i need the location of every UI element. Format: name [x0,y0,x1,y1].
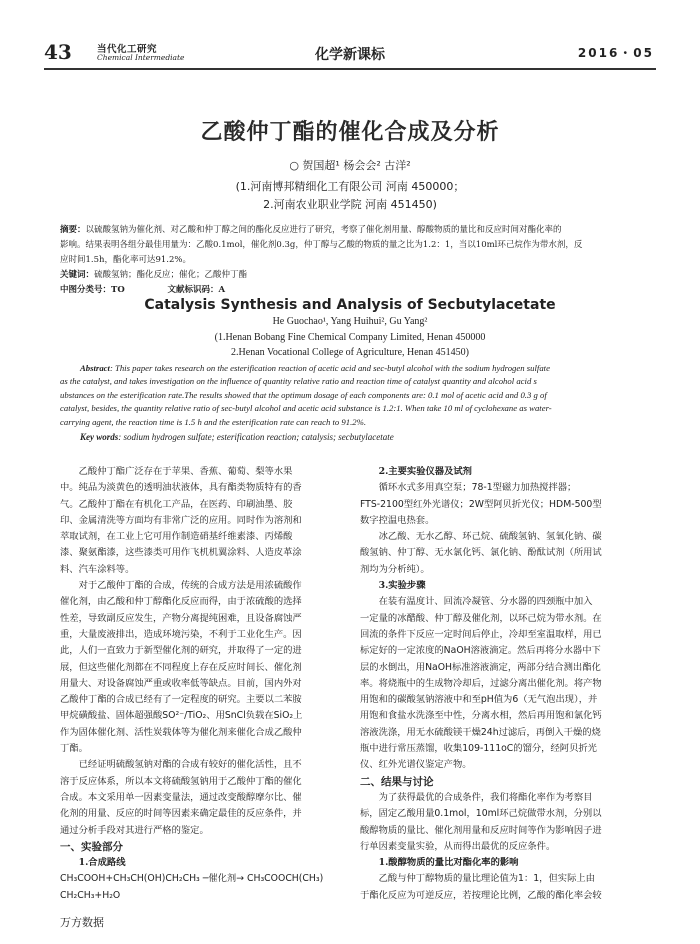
abstract-en-line: as the catalyst, and takes investigation on the influence of quantity relative ratio and reaction time of catalyst quantity and alcohol acid s [60,376,537,387]
left-paragraph-2 [60,578,340,757]
journal-name-en: Chemical Intermediate [97,53,185,62]
text-line: 展，但这些催化剂都在不同程度上存在反应时间长、催化剂 [60,661,302,673]
text-line: 气。乙酸仲丁酯在有机化工产品，在医药、印刷油墨、胶 [60,498,293,510]
text-line: 一定量的冰醋酸、仲丁醇及催化剂，以环己烷为带水剂。在 [360,612,602,624]
footer-source: 万方数据 [60,916,104,929]
keywords-cn-text: 硫酸氢钠；酯化反应；催化；乙酸仲丁酯 [94,270,248,280]
clc-label: 中图分类号： [60,285,112,295]
abstract-cn-line [60,223,640,238]
keywords-en-label-text: Key words [80,432,119,442]
body-right-column [360,464,642,904]
page-number: 43 [44,40,72,64]
subheading-synthesis-route: 1.合成路线 [78,857,126,869]
text-line: 甲烷磺酸盐、固体超强酸SO²⁻/TiO₂、用SnCl负载在SiO₂上 [60,710,303,722]
text-line: 在装有温度计、回流冷凝管、分水器的四颈瓶中加入 [378,596,593,608]
text-line: 标定好的一定浓度的NaOH溶液滴定。然后再将分水器中下 [360,645,601,657]
keywords-en-text: : sodium hydrogen sulfate; esterification reaction; catalysis; secbutylacetate [118,432,394,442]
abstract-cn-label: 摘要： [60,225,86,235]
text-line: 乙酸仲丁酯的合成已经有了一定程度的研究。主要以二苯胺 [60,694,302,706]
affiliation-cn-2: 2.河南农业职业学院 河南 451450) [263,198,437,211]
text-line: 催化剂，由乙酸和仲丁醇酯化反应而得，由于浓硫酸的选择 [60,596,302,608]
paper-title-cn: 乙酸仲丁酯的催化合成及分析 [200,120,500,145]
text-line: 剂均为分析纯）。 [360,563,430,575]
abstract-cn-line: 应时间1.5h，酯化率可达91.2%。 [60,255,191,265]
text-line: 酸氢钠、仲丁醇、无水氯化钙、氯化钠、酚酞试剂（所用试 [360,547,602,559]
body-left-column [60,464,340,904]
authors-cn: ○ 贺国超¹ 杨会会² 古洋² [289,159,411,172]
text-line: 通过分析手段对其进行严格的鉴定。 [60,824,209,836]
text-line: 溶液洗涤，用无水硫酸镁干燥24h过滤后，再倒入干燥的烧 [360,726,601,738]
text-line: 此，人们一直致力于新型催化剂的研究，并取得了一定的进 [60,645,302,657]
right-paragraph-5 [360,871,642,904]
text-line: 丁酯。 [60,743,88,755]
reaction-equation-line-1: CH₃COOH+CH₃CH(OH)CH₂CH₃ ─催化剂→ CH₃COOCH(CH₃) [60,873,324,885]
abstract-en-line [60,362,648,375]
left-paragraph-3 [60,757,340,838]
header-rule [44,68,656,70]
text-line: 层的水倒出，用NaOH标准溶液滴定，两部分结合测出酯化 [360,661,601,673]
text-line: 回流的条件下反应一定时间后停止，冷却至室温取样，用已 [360,628,602,640]
subheading-instruments: 2.主要实验仪器及试剂 [378,466,472,477]
text-line: 中。纯品为淡黄色的透明油状液体，具有酯类物质特有的香 [60,482,302,494]
text-line: 循环水式多用真空泵；78-1型磁力加热搅拌器； [378,482,577,494]
text-line: 酸醇物质的量比、催化剂用量和反应时间等作为影响因子进 [360,824,602,836]
abstract-en-label: Abstract [80,363,110,373]
affiliation-cn-1: (1.河南博邦精细化工有限公司 河南 450000； [235,180,465,193]
column-title: 化学新课标 [315,47,385,63]
text-line: 料、汽车涂料等。 [60,563,135,575]
doc-code-value: A [218,285,226,295]
text-line: 行单因素变量实验，从而得出最优的反应条件。 [360,840,556,852]
text-line: 漆、聚氨酯漆，这些漆类可用作飞机机翼涂料、人造皮革涂 [60,547,302,559]
authors-en: He Guochao¹, Yang Huihui², Gu Yang² [272,316,428,327]
text-line: 印、金属清洗等方面均有非常广泛的应用。同时作为溶剂和 [60,514,302,526]
subheading-molar-ratio: 1.酸醇物质的量比对酯化率的影响 [378,857,519,869]
text-line: 乙酸与仲丁醇物质的量比理论值为1：1，但实际上由 [378,873,595,885]
doc-code-label: 文献标识码： [167,285,219,295]
text-line: FTS-2100型红外光谱仪；2W型阿贝折光仪；HDM-500型 [360,498,602,510]
abstract-en [60,362,648,429]
text-line: 为了获得最优的合成条件，我们将酯化率作为考察目 [378,791,593,803]
text-line: 用量大、对设备腐蚀严重或收率低等缺点。目前，国内外对 [60,677,302,689]
right-paragraph-1 [360,480,642,529]
reaction-equation-line-2: CH₂CH₃+H₂O [60,889,121,901]
text-line: 重，大量废液排出，造成环境污染，不利于工业化生产。因 [60,628,302,640]
journal-name-cn: 当代化工研究 [97,44,158,55]
section-heading-experiment: 一、实验部分 [60,840,123,853]
text-line: 于酯化反应为可逆反应，若按理论比例，乙酸的酯化率会较 [360,889,602,901]
affiliation-en-2: 2.Henan Vocational College of Agriculture, Henan 451450) [231,347,469,358]
abstract-en-text: : This paper takes research on the esterification reaction of acetic acid and sec-butyl alcohol with the sodium hydrogen sulfate [109,363,550,373]
abstract-cn-text: 以硫酸氢钠为催化剂、对乙酸和仲丁醇之间的酯化反应进行了研究，考察了催化剂用量、醇酸物质的量比和反应时间对酯化率的 [85,225,562,235]
classification [60,283,225,295]
text-line: 化剂的用量、反应的时间等因素来确定最佳的反应条件，并 [60,808,302,820]
abstract-cn [60,223,640,268]
right-paragraph-2 [360,529,642,578]
abstract-en-line: ubstances on the esterification rate.The results showed that the optimum dosage of each components are: 0.1 mol of acetic acid and 0.3 g of [60,389,547,400]
right-paragraph-3 [360,594,642,773]
text-line: 冰乙酸、无水乙醇、环己烷、硫酸氢钠、氢氧化钠、碳 [378,531,602,543]
paper-title-en: Catalysis Synthesis and Analysis of Secbutylacetate [144,297,556,313]
text-line: 标，固定乙酸用量0.1mol，10ml环己烷做带水剂，分别以 [360,808,602,820]
abstract-cn-line: 影响。结果表明各组分最佳用量为：乙酸0.1mol，催化剂0.3g，仲丁醇与乙酸的物质的量之比为1.2：1，当以10ml环己烷作为带水剂，反 [60,240,583,250]
text-line: 用饱和食盐水洗涤至中性，分离水相，然后再用饱和氯化钙 [360,710,602,722]
text-line: 瓶中进行常压蒸馏，收集109-111oC的馏分，经阿贝折光 [360,743,597,755]
clc-value: TO [111,285,125,295]
text-line: 乙酸仲丁酯广泛存在于苹果、香蕉、葡萄、梨等水果 [78,466,293,477]
text-line: 溶于反应体系，所以本文将硫酸氢钠用于乙酸仲丁酯的催化 [60,775,302,787]
keywords-cn [60,268,247,280]
text-line: 作为固体催化剂、活性炭载体等为催化剂来催化合成乙酸仲 [60,726,302,738]
text-line: 数字控温电热套。 [360,514,435,526]
text-line: 性差，导致副反应发生，产物分离提纯困难，且设备腐蚀严 [60,612,302,624]
abstract-en-line: catalyst, besides, the quantity relative ratio of sec-butyl alcohol and acetic acid substance is 1.2:1. When take 10 ml of cyclohexane as water- [60,403,552,414]
text-line: 用饱和的碳酸氢钠溶液中和至pH值为6（无气泡出现），并 [360,694,598,706]
abstract-en-line: carrying agent, the reaction time is 1.5 h and the esterification rate can reach to 91.2%. [60,416,367,427]
subheading-procedure: 3.实验步骤 [378,580,426,592]
text-line: 合成。本文采用单一因素变量法，通过改变酸醇摩尔比、催 [60,791,302,803]
left-paragraph-1 [60,464,340,578]
text-line: 仪、红外光谱仪鉴定产物。 [360,759,472,771]
text-line: 对于乙酸仲丁酯的合成，传统的合成方法是用浓硫酸作 [78,580,302,592]
keywords-en [80,432,394,442]
text-line: 率。将烧瓶中的生成物冷却后，过滤分离出催化剂。将产物 [360,677,602,689]
text-line: 已经证明硫酸氢钠对酯的合成有较好的催化活性，且不 [78,759,302,771]
section-heading-results: 二、结果与讨论 [360,775,434,788]
affiliation-en-1: (1.Henan Bobang Fine Chemical Company Limited, Henan 450000 [214,332,486,343]
right-paragraph-4 [360,790,642,855]
text-line: 萃取试剂，在工业上它可用作制造硝基纤维素漆、丙烯酸 [60,531,293,543]
issue-number: 2016・05 [577,46,654,60]
keywords-cn-label: 关键词： [60,270,95,280]
